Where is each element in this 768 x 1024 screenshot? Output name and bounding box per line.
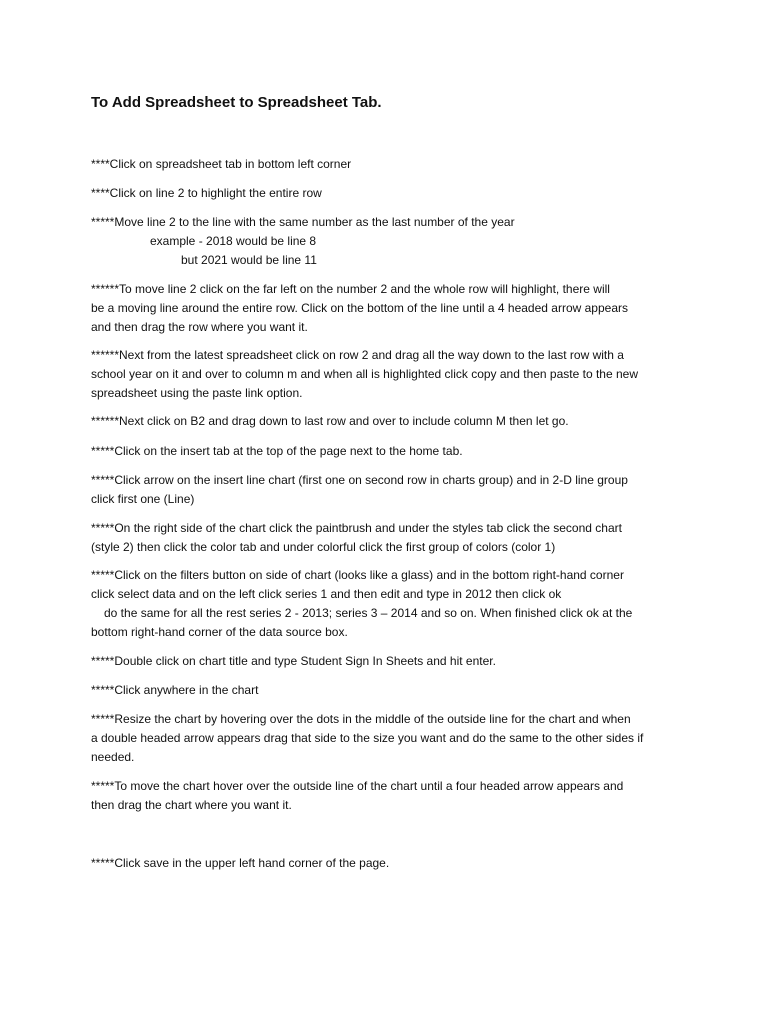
step-8-line-2: click first one (Line)	[91, 492, 195, 506]
step-10-line-3: do the same for all the rest series 2 - 2013; series 3 – 2014 and so on. When finished click ok at the	[104, 606, 633, 620]
step-14-line-1: *****To move the chart hover over the outside line of the chart until a four headed arrow appears and	[91, 779, 624, 793]
step-14-line-2: then drag the chart where you want it.	[91, 798, 292, 812]
step-3-line-2: example - 2018 would be line 8	[150, 234, 317, 248]
step-4-line-1: ******To move line 2 click on the far left on the number 2 and the whole row will highlight, there will	[91, 282, 610, 296]
step-15	[91, 854, 681, 873]
step-10-line-4: bottom right-hand corner of the data source box.	[91, 625, 348, 639]
step-4-line-3: and then drag the row where you want it.	[91, 320, 308, 334]
step-13-line-3: needed.	[91, 750, 135, 764]
step-8	[91, 471, 681, 509]
step-2-line-1: ****Click on line 2 to highlight the entire row	[91, 186, 322, 200]
step-13	[91, 710, 681, 767]
step-4-line-2: be a moving line around the entire row. Click on the bottom of the line until a 4 headed arrow appears	[91, 301, 628, 315]
step-7	[91, 442, 681, 461]
step-3-line-3: but 2021 would be line 11	[181, 253, 317, 267]
step-10	[91, 566, 681, 642]
step-9	[91, 519, 681, 557]
step-10-line-2: click select data and on the left click series 1 and then edit and type in 2012 then click ok	[91, 587, 562, 601]
step-3-line-1: *****Move line 2 to the line with the same number as the last number of the year	[91, 215, 515, 229]
step-7-line-1: *****Click on the insert tab at the top of the page next to the home tab.	[91, 444, 463, 458]
step-5-line-3: spreadsheet using the paste link option.	[91, 386, 303, 400]
step-1-line-1: ****Click on spreadsheet tab in bottom left corner	[91, 157, 352, 171]
step-15-line-1: *****Click save in the upper left hand corner of the page.	[91, 856, 390, 870]
step-11	[91, 652, 681, 671]
step-6-line-1: ******Next click on B2 and drag down to last row and over to include column M then let go.	[91, 414, 569, 428]
step-11-line-1: *****Double click on chart title and type Student Sign In Sheets and hit enter.	[91, 654, 496, 668]
step-13-line-2: a double headed arrow appears drag that side to the size you want and do the same to the other sides if	[91, 731, 644, 745]
step-8-line-1: *****Click arrow on the insert line chart (first one on second row in charts group) and in 2-D line group	[91, 473, 628, 487]
step-6	[91, 412, 681, 431]
step-14	[91, 777, 681, 815]
document-title: To Add Spreadsheet to Spreadsheet Tab.	[91, 94, 382, 111]
step-12-line-1: *****Click anywhere in the chart	[91, 683, 259, 697]
step-9-line-1: *****On the right side of the chart click the paintbrush and under the styles tab click the second chart	[91, 521, 622, 535]
step-2	[91, 184, 681, 203]
step-5-line-2: school year on it and over to column m and when all is highlighted click copy and then paste to the new	[91, 367, 638, 381]
step-1	[91, 155, 681, 174]
step-9-line-2: (style 2) then click the color tab and under colorful click the first group of colors (color 1)	[91, 540, 556, 554]
step-4	[91, 280, 681, 337]
step-10-line-1: *****Click on the filters button on side of chart (looks like a glass) and in the bottom right-hand corner	[91, 568, 624, 582]
step-12	[91, 681, 681, 700]
step-3	[91, 213, 681, 270]
step-5	[91, 346, 681, 403]
step-5-line-1: ******Next from the latest spreadsheet click on row 2 and drag all the way down to the last row with a	[91, 348, 624, 362]
step-13-line-1: *****Resize the chart by hovering over the dots in the middle of the outside line for the chart and when	[91, 712, 631, 726]
